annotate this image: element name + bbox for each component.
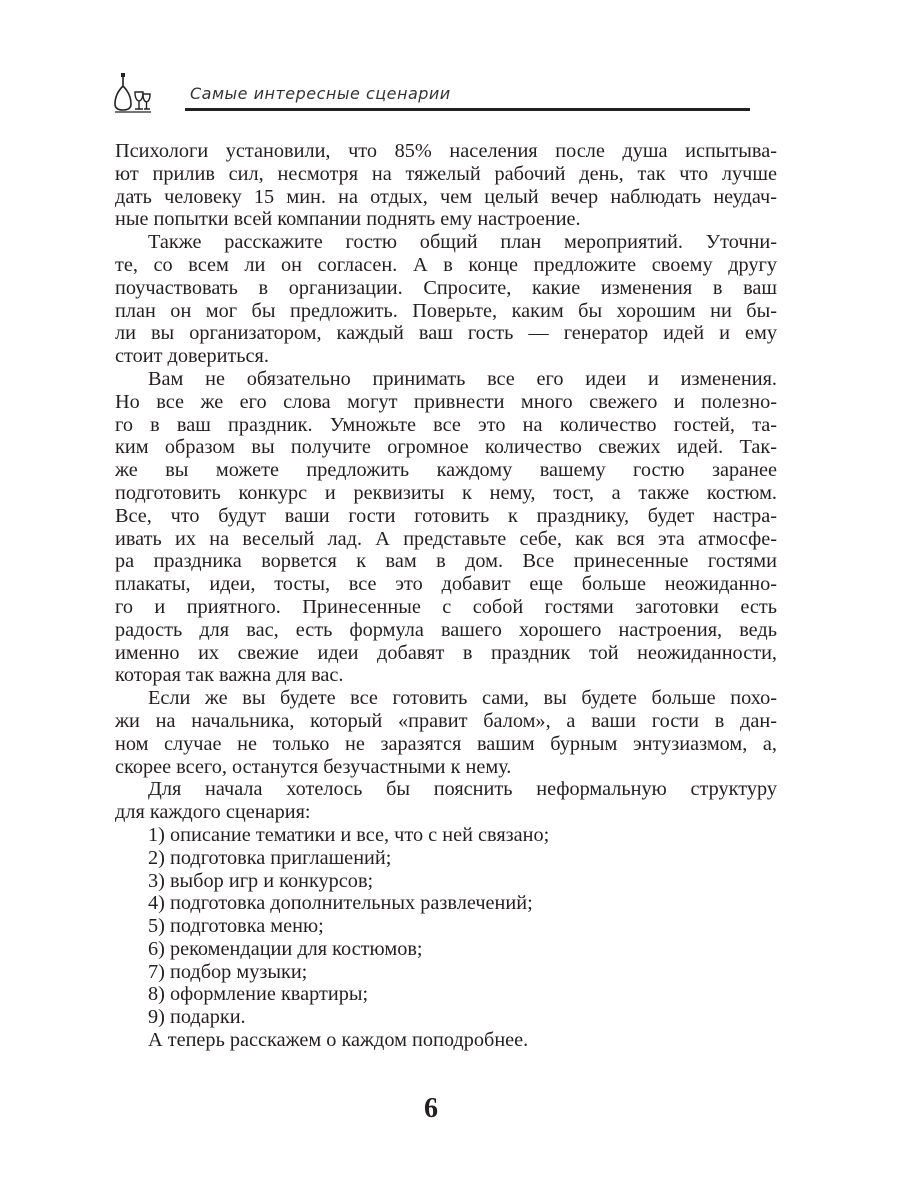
text-line: радость для вас, есть формула вашего хорошего настроения, ведь <box>115 618 777 641</box>
text-line: Все, что будут ваши гости готовить к празднику, будет настра- <box>115 504 777 527</box>
text-line: Если же вы будете все готовить сами, вы будете больше похо- <box>148 687 777 710</box>
text-line: которая так важна для вас. <box>115 664 344 687</box>
page-number: 6 <box>424 1093 438 1124</box>
running-title: Самые интересные сценарии <box>190 84 451 103</box>
bottle-and-glasses-icon <box>113 72 153 114</box>
body-text <box>115 140 777 1052</box>
text-line: Для начала хотелось бы пояснить неформальную структуру <box>148 778 777 801</box>
list-item: 4) подготовка дополнительных развлечений; <box>148 892 533 915</box>
list-item: 7) подбор музыки; <box>148 960 308 983</box>
text-line: стоит довериться. <box>115 345 269 368</box>
text-line: те, со всем ли он согласен. А в конце предложите своему другу <box>115 253 777 276</box>
text-line: дать человеку 15 мин. на отдых, чем целый вечер наблюдать неудач- <box>115 185 777 208</box>
text-line: подготовить конкурс и реквизиты к нему, тост, а также костюм. <box>115 481 777 504</box>
text-line: Психологи установили, что 85% населения после душа испытыва- <box>115 140 777 162</box>
list-item: 6) рекомендации для костюмов; <box>148 937 423 960</box>
text-line: именно их свежие идеи добавят в праздник той неожиданности, <box>115 641 777 664</box>
text-line: Также расскажите гостю общий план мероприятий. Уточни- <box>148 231 777 254</box>
list-item: 9) подарки. <box>148 1006 246 1029</box>
text-line: ивать их на веселый лад. А представьте себе, как вся эта атмосфе- <box>115 527 777 550</box>
text-line: А теперь расскажем о каждом поподробнее. <box>148 1029 529 1052</box>
list-item: 2) подготовка приглашений; <box>148 846 392 869</box>
text-line: ли вы организатором, каждый ваш гость — генератор идей и ему <box>115 322 777 345</box>
text-line: же вы можете предложить каждому вашему гостю заранее <box>115 459 777 482</box>
text-line: план он мог бы предложить. Поверьте, каким бы хорошим ни бы- <box>115 299 777 322</box>
text-line: Вам не обязательно принимать все его идеи и изменения. <box>148 367 777 390</box>
text-line: жи на начальника, который «правит балом», а ваши гости в дан- <box>115 709 777 732</box>
text-line: го и приятного. Принесенные с собой гостями заготовки есть <box>115 595 777 618</box>
text-line: Но все же его слова могут привнести много свежего и полезно- <box>115 390 777 413</box>
text-line: ют прилив сил, несмотря на тяжелый рабочий день, так что лучше <box>115 162 777 185</box>
list-item: 8) оформление квартиры; <box>148 983 369 1006</box>
text-line: ные попытки всей компании поднять ему настроение. <box>115 208 581 231</box>
list-item: 3) выбор игр и конкурсов; <box>148 869 374 892</box>
list-item: 5) подготовка меню; <box>148 915 324 938</box>
text-line: ном случае не только не заразятся вашим бурным энтузиазмом, а, <box>115 732 777 755</box>
text-line: скорее всего, останутся безучастными к нему. <box>115 755 512 778</box>
text-line: го в ваш праздник. Умножьте все это на количество гостей, та- <box>115 413 777 436</box>
text-line: ким образом вы получите огромное количество свежих идей. Так- <box>115 436 777 459</box>
text-line: для каждого сценария: <box>115 801 311 824</box>
list-item: 1) описание тематики и все, что с ней связано; <box>148 823 550 846</box>
text-line: ра праздника ворвется к вам в дом. Все принесенные гостями <box>115 550 777 573</box>
text-line: поучаствовать в организации. Спросите, какие изменения в ваш <box>115 276 777 299</box>
header-rule <box>185 108 750 111</box>
text-line: плакаты, идеи, тосты, все это добавит еще больше неожиданно- <box>115 573 777 596</box>
